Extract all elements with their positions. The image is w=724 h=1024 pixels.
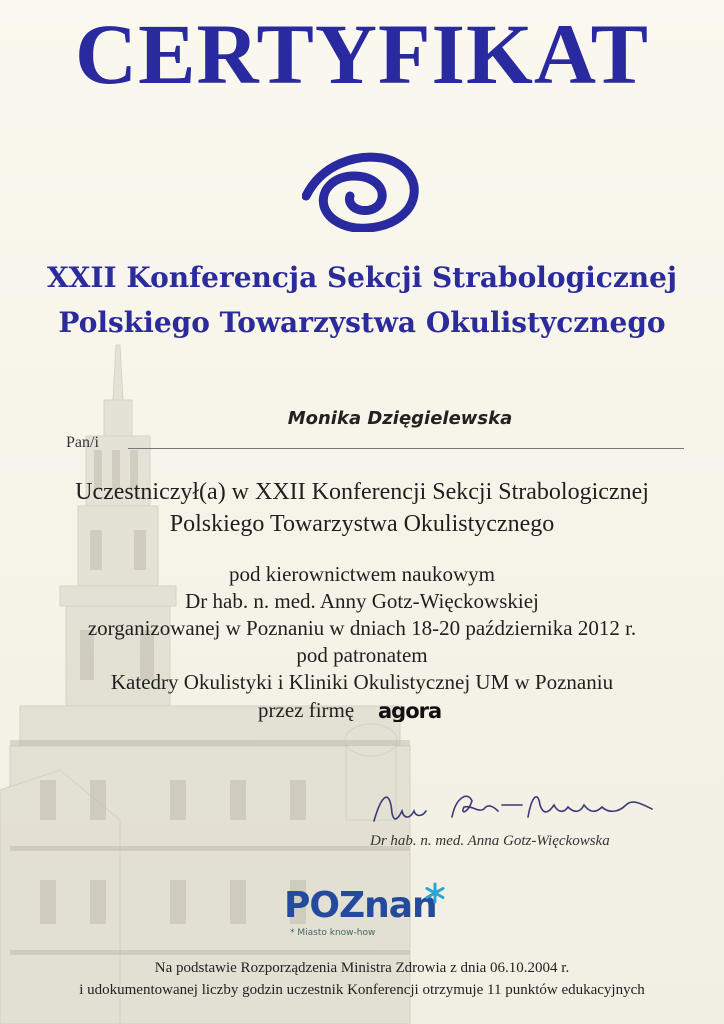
- participation-line1: Uczestniczył(a) w XXII Konferencji Sekcji Strabologicznej: [75, 479, 649, 505]
- poznan-logo-tagline: * Miasto know-how: [290, 928, 376, 938]
- recipient-prefix: Pan/i: [66, 434, 99, 451]
- handwritten-signature: [368, 783, 658, 833]
- participation-line2: Polskiego Towarzystwa Okulistycznego: [169, 511, 555, 537]
- recipient-underline: [128, 448, 684, 449]
- svg-text:agora: agora: [378, 700, 442, 722]
- patronage-name: Katedry Okulistyki i Kliniki Okulistycznej UM w Poznaniu: [110, 670, 614, 694]
- patronage-label: pod patronatem: [296, 643, 428, 667]
- asterisk-star-icon: [424, 882, 446, 904]
- scientific-lead-label: pod kierownictwem naukowym: [229, 562, 495, 586]
- agora-logo: [378, 700, 470, 722]
- poznan-city-logo: [280, 884, 450, 944]
- footer-legal-line1: Na podstawie Rozporządzenia Ministra Zdrowia z dnia 06.10.2004 r.: [154, 960, 570, 976]
- organization-details: zorganizowanej w Poznaniu w dniach 18-20 października 2012 r.: [87, 616, 637, 640]
- conference-title-line1: XXII Konferencja Sekcji Strabologicznej: [46, 261, 678, 294]
- sponsor-label: przez firmę: [258, 698, 355, 722]
- signatory-caption: Dr hab. n. med. Anna Gotz-Więckowska: [370, 833, 610, 849]
- footer-legal-line2: i udokumentowanej liczby godzin uczestnik Konferencji otrzymuje 11 punktów edukacyjnych: [79, 982, 645, 998]
- conference-title-line2: Polskiego Towarzystwa Okulistycznego: [58, 306, 666, 339]
- scientific-lead-name: Dr hab. n. med. Anny Gotz-Więckowskiej: [185, 589, 539, 613]
- eye-spiral-icon: [302, 150, 420, 232]
- recipient-name: Monika Dzięgielewska: [287, 408, 513, 429]
- certificate-title: CERTYFIKAT: [75, 6, 649, 102]
- poznan-logo-wordmark: POZnan: [284, 885, 437, 926]
